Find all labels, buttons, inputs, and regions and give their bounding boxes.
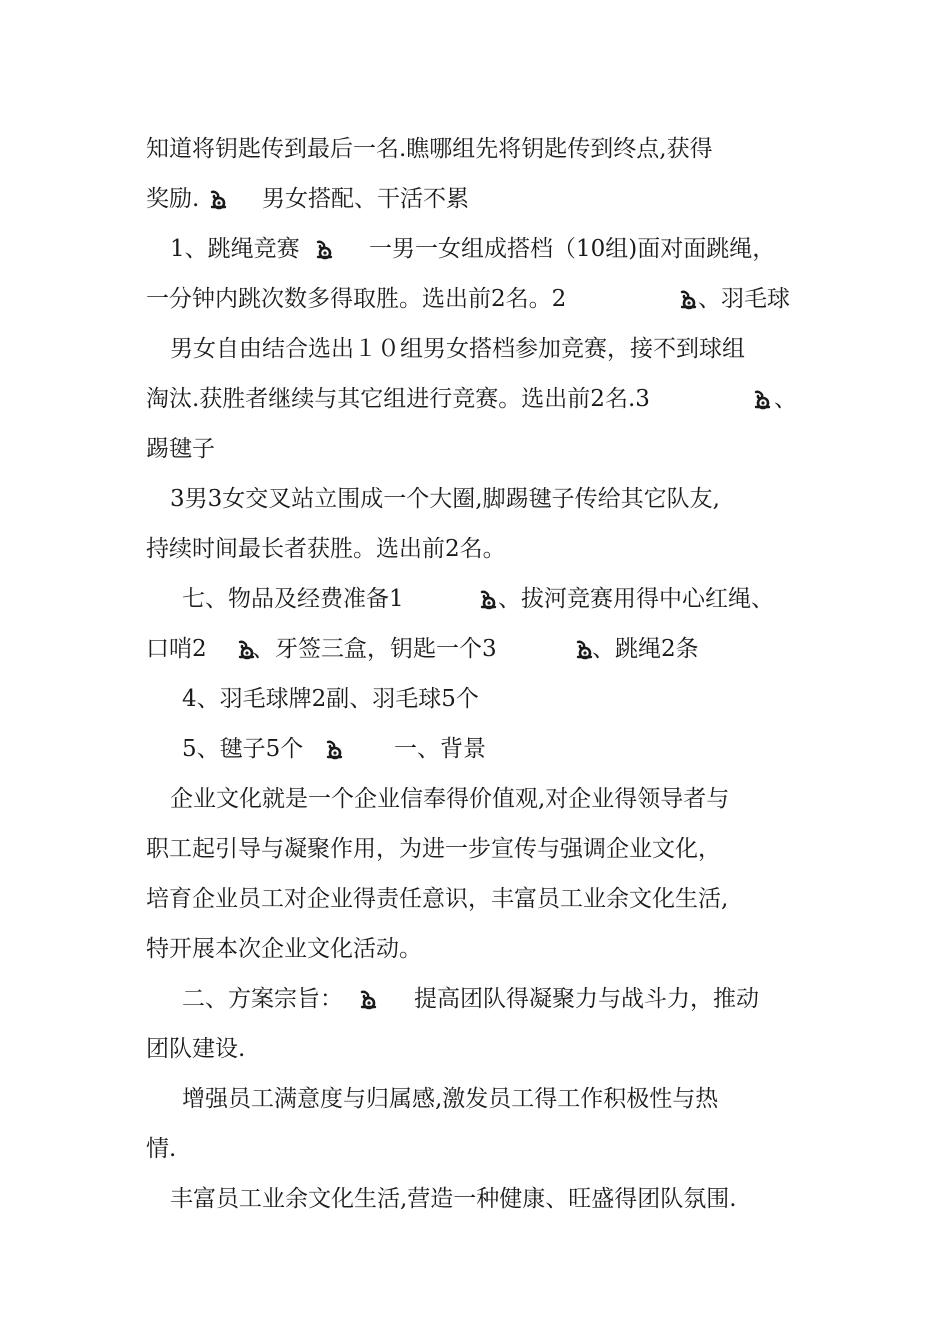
text-segment: 4、羽毛球牌2副、羽毛球5个 — [182, 686, 479, 712]
bullet-glyph-icon — [312, 237, 336, 261]
bullet-glyph-icon — [206, 187, 230, 211]
text-segment: 丰富员工业余文化生活,营造一种健康、旺盛得团队氛围. — [170, 1186, 737, 1212]
text-segment: 特开展本次企业文化活动。 — [146, 936, 422, 962]
bullet-glyph-icon — [476, 587, 500, 611]
text-segment: 二、方案宗旨： — [182, 986, 343, 1012]
text-segment: 踢毽子 — [146, 436, 215, 462]
text-segment: 、牙签三盒，钥匙一个3 — [252, 636, 497, 662]
text-segment: 男女自由结合选出１０组男女搭档参加竞赛，接不到球组 — [170, 336, 745, 362]
text-segment: 1、跳绳竞赛 — [170, 236, 300, 262]
text-segment: 提高团队得凝聚力与战斗力，推动 — [414, 986, 759, 1012]
text-segment: 、羽毛球 — [698, 286, 790, 312]
text-segment: 一、背景 — [394, 736, 486, 762]
text-segment: 一分钟内跳次数多得取胜。选出前2名。2 — [146, 286, 567, 312]
text-segment: 情. — [146, 1136, 177, 1162]
text-segment: 、拔河竞赛用得中心红绳、 — [498, 586, 774, 612]
text-segment: 企业文化就是一个企业信奉得价值观,对企业得领导者与 — [170, 786, 730, 812]
text-segment: 、 — [774, 386, 797, 412]
text-segment: 培育企业员工对企业得责任意识，丰富员工业余文化生活, — [146, 886, 729, 912]
text-segment: 知道将钥匙传到最后一名.瞧哪组先将钥匙传到终点,获得 — [146, 136, 713, 162]
text-segment: 团队建设. — [146, 1036, 246, 1062]
text-segment: 3男3女交叉站立围成一个大圈,脚踢毽子传给其它队友, — [170, 486, 720, 512]
text-segment: 持续时间最长者获胜。选出前2名。 — [146, 536, 506, 562]
text-segment: 口哨2 — [146, 636, 207, 662]
bullet-glyph-icon — [676, 287, 700, 311]
bullet-glyph-icon — [356, 987, 380, 1011]
text-segment: 奖励. — [146, 186, 200, 212]
text-segment: 七、物品及经费准备1 — [182, 586, 404, 612]
text-segment: 一男一女组成搭档（10组)面对面跳绳， — [369, 236, 776, 262]
text-segment: 增强员工满意度与归属感,激发员工得工作积极性与热 — [182, 1086, 719, 1112]
bullet-glyph-icon — [322, 737, 346, 761]
text-segment: 男女搭配、干活不累 — [262, 186, 469, 212]
text-segment: 淘汰.获胜者继续与其它组进行竞赛。选出前2名.3 — [146, 386, 650, 412]
bullet-glyph-icon — [750, 387, 774, 411]
text-segment: 5、毽子5个 — [182, 736, 304, 762]
text-segment: 、跳绳2条 — [592, 636, 699, 662]
text-segment: 职工起引导与凝聚作用，为进一步宣传与强调企业文化， — [146, 836, 721, 862]
